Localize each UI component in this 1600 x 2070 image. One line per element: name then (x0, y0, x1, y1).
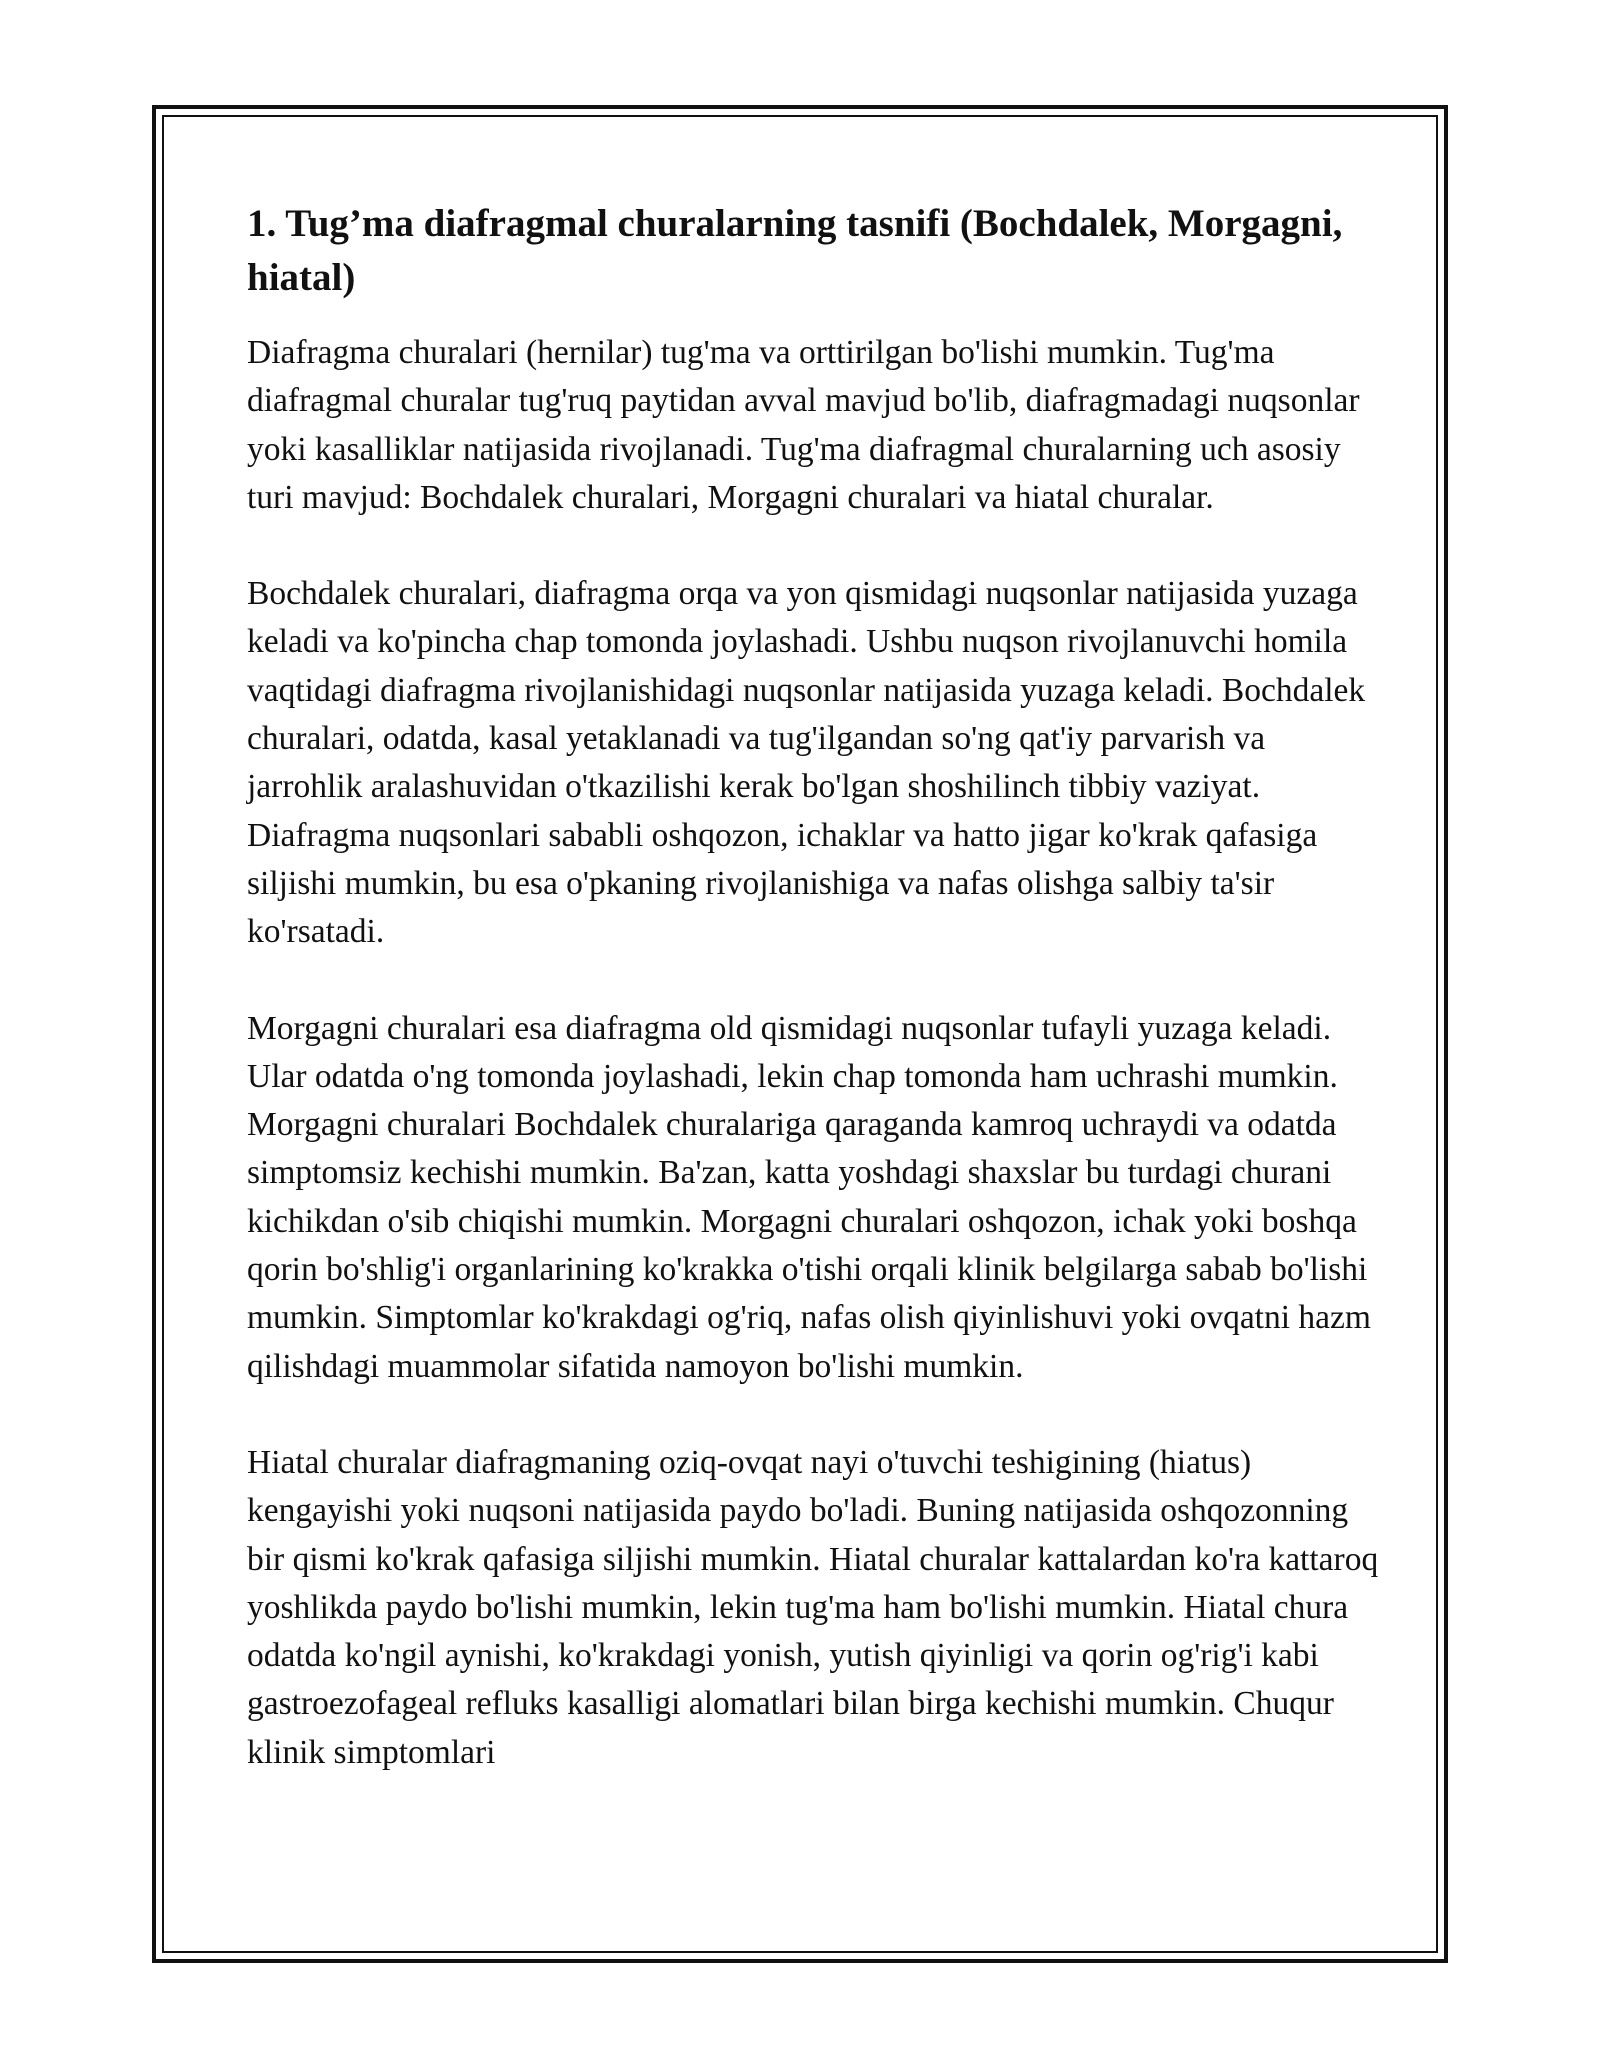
paragraph-morgagni: Morgagni churalari esa diafragma old qismidagi nuqsonlar tufayli yuzaga keladi. Ular odatda o'ng tomonda joylashadi, lekin chap tomonda ham uchrashi mumkin. Morgagni churalari Bochdalek churalariga qaraganda kamroq uchraydi va odatda simptomsiz kechishi mumkin. Ba'zan, katta yoshdagi shaxslar bu turdagi churani kichikdan o'sib chiqishi mumkin. Morgagni churalari oshqozon, ichak yoki boshqa qorin bo'shlig'i organlarining ko'krakka o'tishi orqali klinik belgilarga sabab bo'lishi mumkin. Simptomlar ko'krakdagi og'riq, nafas olish qiyinlishuvi yoki ovqatni hazm qilishdagi muammolar sifatida namoyon bo'lishi mumkin. (247, 1009, 1371, 1385)
section-heading: 1. Tug’ma diafragmal churalarning tasnifi (Bochdalek, Morgagni, hiatal) (247, 202, 1343, 299)
paragraph-intro: Diafragma churalari (hernilar) tug'ma va orttirilgan bo'lishi mumkin. Tug'ma diafragmal churalar tug'ruq paytidan avval mavjud bo'lib, diafragmadagi nuqsonlar yoki kasalliklar natijasida rivojlanadi. Tug'ma diafragmal churalarning uch asosiy turi mavjud: Bochdalek churalari, Morgagni churalari va hiatal churalar. (247, 334, 1360, 516)
paragraph-bochdalek: Bochdalek churalari, diafragma orqa va yon qismidagi nuqsonlar natijasida yuzaga keladi va ko'pincha chap tomonda joylashadi. Ushbu nuqson rivojlanuvchi homila vaqtidagi diafragma rivojlanishidagi nuqsonlar natijasida yuzaga keladi. Bochdalek churalari, odatda, kasal yetaklanadi va tug'ilgandan so'ng qat'iy parvarish va jarrohlik aralashuvidan o'tkazilishi kerak bo'lgan shoshilinch tibbiy vaziyat. Diafragma nuqsonlari sababli oshqozon, ichaklar va hatto jigar ko'krak qafasiga siljishi mumkin, bu esa o'pkaning rivojlanishiga va nafas olishga salbiy ta'sir ko'rsatadi. (247, 575, 1366, 951)
document-body (247, 197, 1387, 1825)
page-border-inner (162, 115, 1438, 1953)
page-border-outer (152, 105, 1448, 1963)
paragraph-hiatal: Hiatal churalar diafragmaning oziq-ovqat nayi o'tuvchi teshigining (hiatus) kengayishi yoki nuqsoni natijasida paydo bo'ladi. Buning natijasida oshqozonning bir qismi ko'krak qafasiga siljishi mumkin. Hiatal churalar kattalardan ko'ra kattaroq yoshlikda paydo bo'lishi mumkin, lekin tug'ma ham bo'lishi mumkin. Hiatal chura odatda ko'ngil aynishi, ko'krakdagi yonish, yutish qiyinligi va qorin og'rig'i kabi gastroezofageal refluks kasalligi alomatlari bilan birga kechishi mumkin. Chuqur klinik simptomlari (247, 1443, 1379, 1771)
